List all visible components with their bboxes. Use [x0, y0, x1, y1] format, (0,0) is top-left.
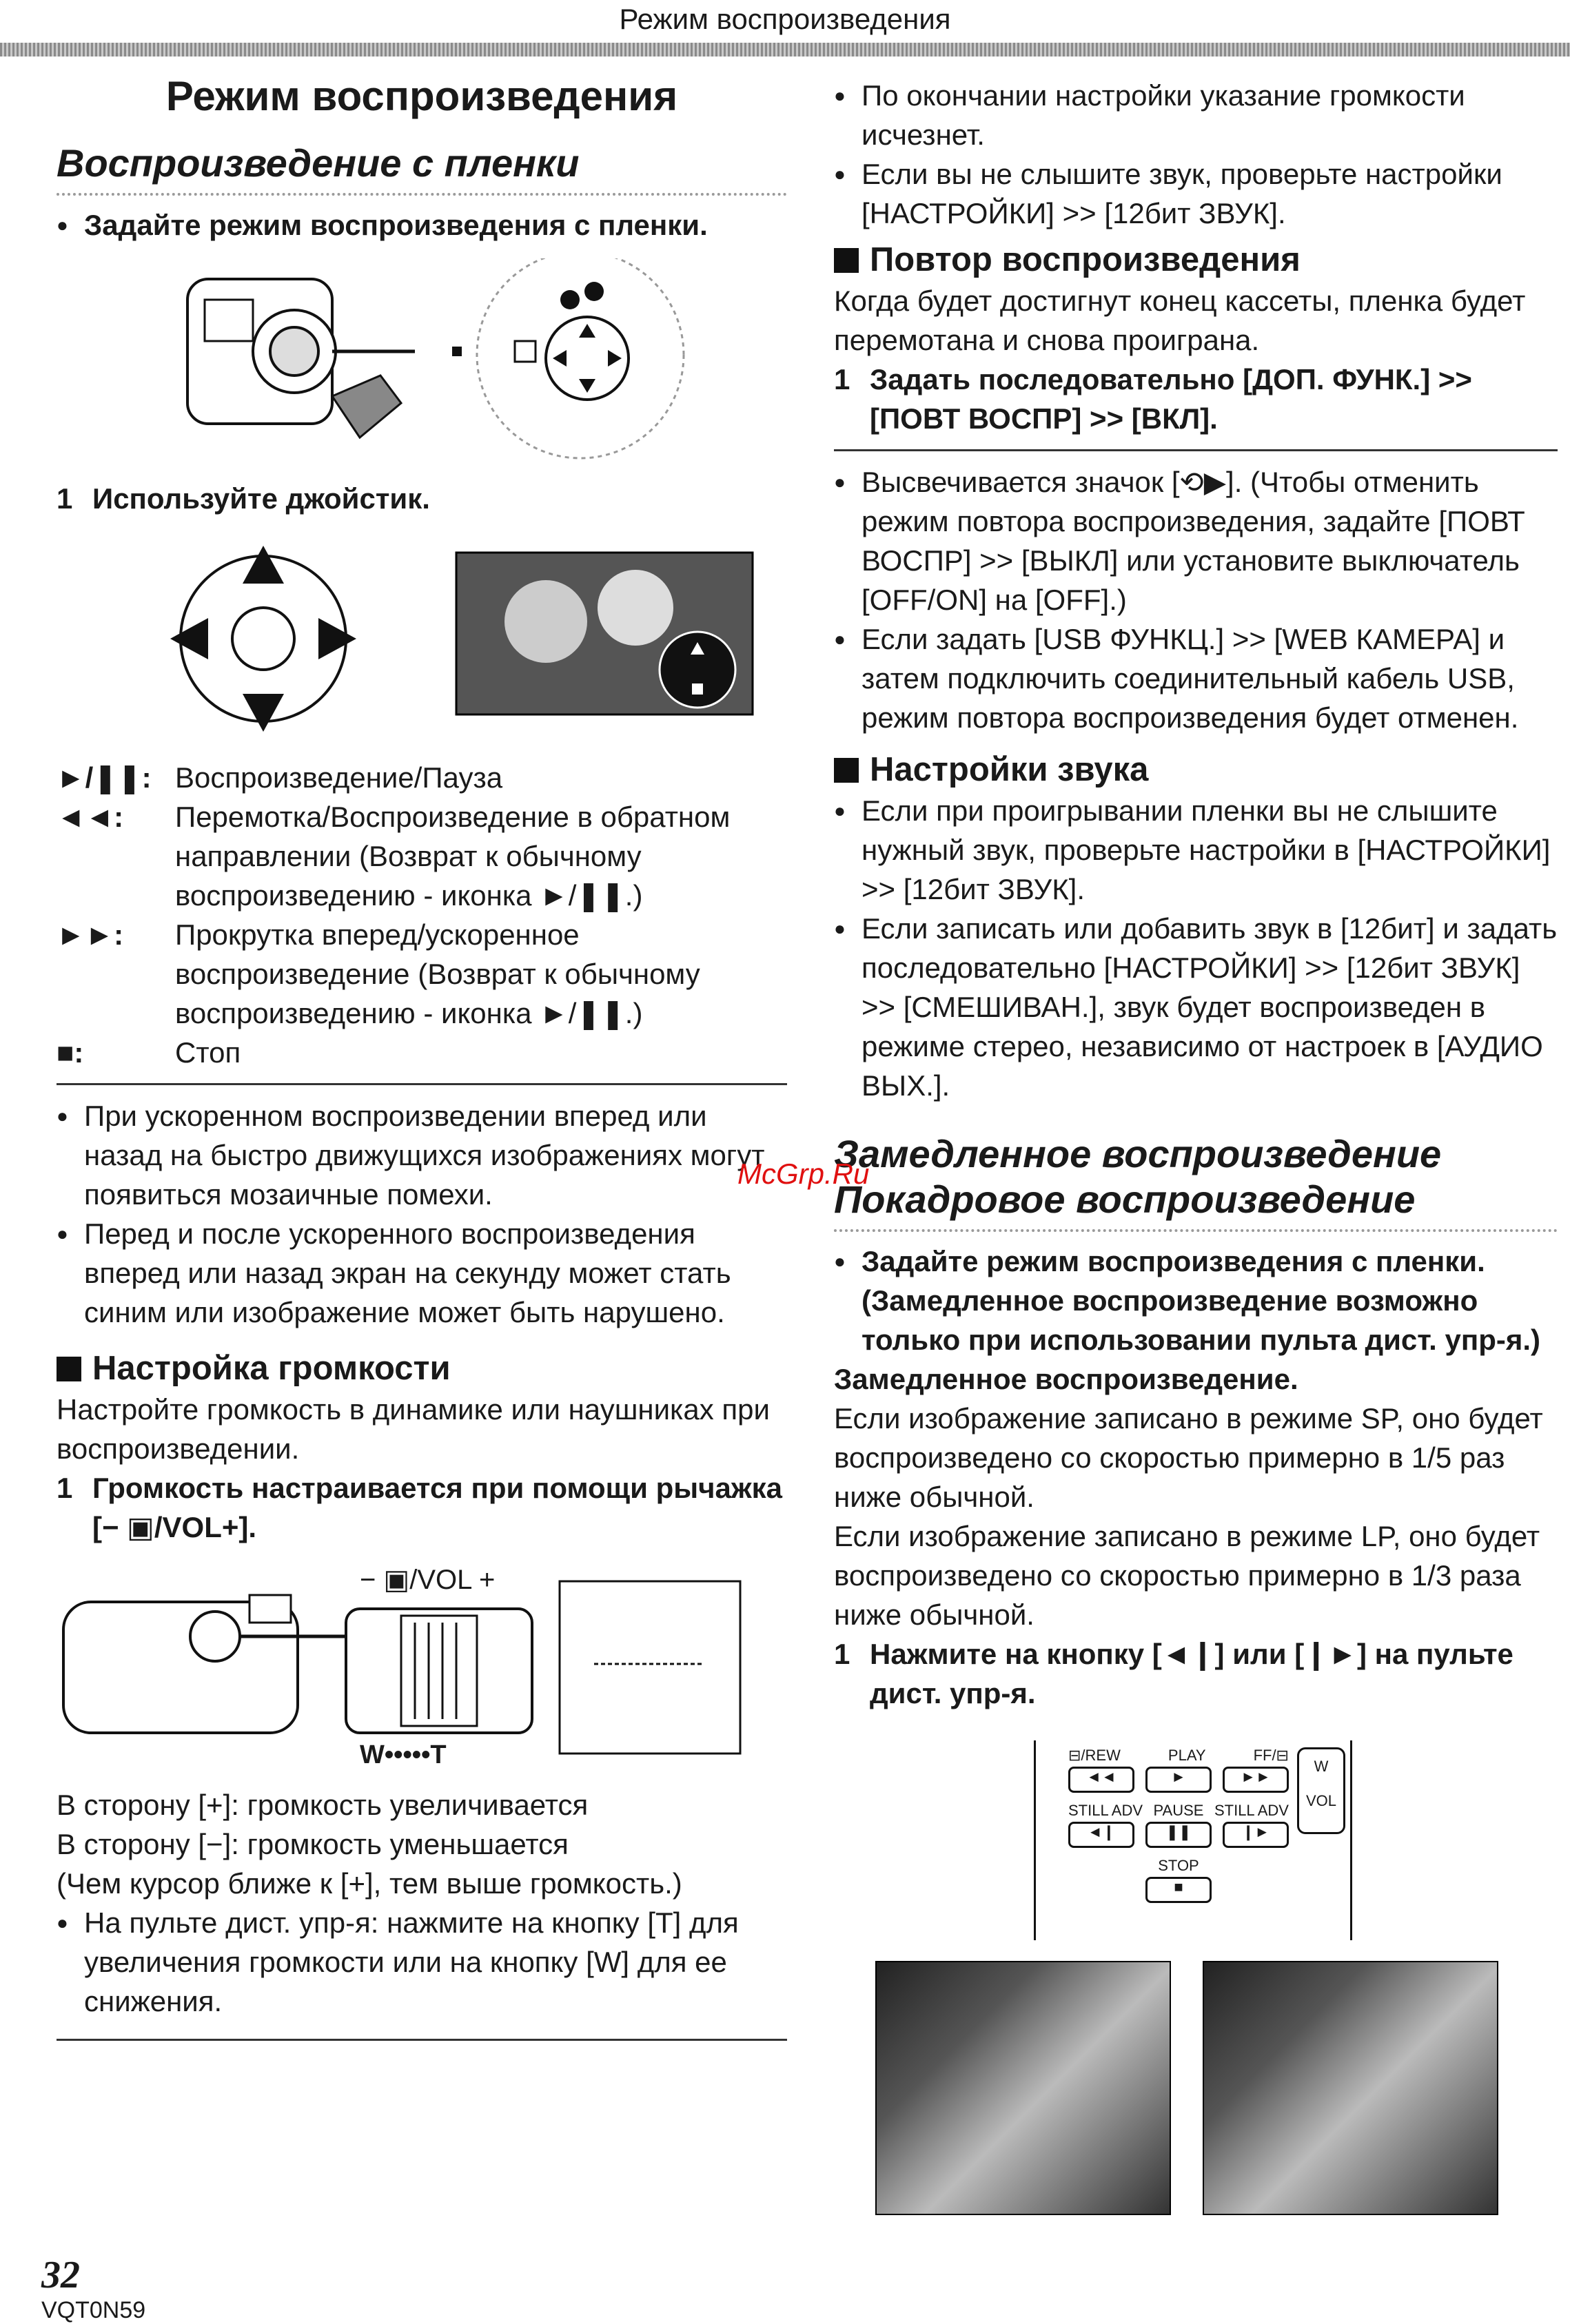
volume-minus-line: В сторону [−]: громкость уменьшается: [57, 1828, 569, 1860]
legend-text: Перемотка/Воспроизведение в обратном направлении (Возврат к обычному воспроизведению - иконка ►/❚❚.): [175, 801, 731, 912]
legend-text: Воспроизведение/Пауза: [175, 761, 503, 794]
still-adv-back-button[interactable]: ◄❙: [1068, 1822, 1134, 1848]
step-text: Громкость настраивается при помощи рычажка [− ▣/VOL+].: [92, 1472, 782, 1543]
note-mosaic: ● При ускоренном воспроизведении вперед или назад на быстро движущихся изображениях могут появиться мозаичные помехи.: [57, 1096, 787, 1214]
remote-figure: [834, 1740, 1558, 1947]
legend-symbol: ►/❚❚:: [57, 761, 152, 794]
volume-step: [57, 1468, 787, 1547]
repeat-icon-note: ● Высвечивается значок [⟲▶]. (Чтобы отменить режим повтора воспроизведения, задайте [ПОВТ ВОСПР] >> [ВЫКЛ] или установите выключатель [OFF/ON] на [OFF].): [834, 462, 1558, 619]
play-button[interactable]: ►: [1145, 1767, 1212, 1793]
slow-step: [834, 1634, 1558, 1713]
running-title: Режим воспроизведения: [619, 3, 951, 35]
square-marker-icon: [57, 1357, 81, 1381]
stop-button[interactable]: ■: [1145, 1877, 1212, 1903]
page-number: 32: [41, 2254, 80, 2296]
slow-subheading: Замедленное воспроизведение.: [834, 1363, 1298, 1395]
still-adv-right-label: STILL ADV: [1214, 1802, 1289, 1819]
square-marker-icon: [834, 248, 859, 273]
step-number: 1: [57, 1472, 73, 1504]
control-legend: [57, 758, 787, 1072]
watermark: McGrp.Ru: [737, 1158, 870, 1190]
lp-speed-note: Если изображение записано в режиме LP, оно будет воспроизведено со скоростью примерно в 1/3 раза ниже обычной.: [834, 1520, 1540, 1631]
still-adv-fwd-button[interactable]: ❙►: [1223, 1822, 1289, 1848]
volume-heading: Настройка громкости: [57, 1347, 787, 1390]
legend-text: Стоп: [175, 1036, 241, 1069]
ff-label: FF/⊟: [1253, 1747, 1289, 1764]
step-joystick: [57, 479, 787, 518]
repeat-heading: Повтор воспроизведения: [834, 238, 1558, 281]
divider: [834, 449, 1558, 451]
step-number: 1: [57, 482, 73, 515]
note-no-sound: ● Если вы не слышите звук, проверьте настройки [НАСТРОЙКИ] >> [12бит ЗВУК].: [834, 154, 1558, 233]
sound-heading: Настройки звука: [834, 748, 1558, 791]
sound-note-2: ● Если записать или добавить звук в [12бит] и задать последовательно [НАСТРОЙКИ] >> [12бит ЗВУК] >> [СМЕШИВАН.], звук будет воспроизведен в режиме стерео, независимо от настроек в [АУДИО ВЫХ.].: [834, 909, 1558, 1105]
lever-bottom-label: W•••••T: [360, 1740, 447, 1769]
zoom-vol-button[interactable]: [1297, 1747, 1345, 1834]
step-text: Нажмите на кнопку [◄❙] или [❙►] на пульте дист. упр-я.: [870, 1638, 1513, 1709]
pause-button[interactable]: ❚❚: [1145, 1822, 1212, 1848]
note-volume-disappears: ● По окончании настройки указание громкости исчезнет.: [834, 76, 1558, 154]
legend-symbol: ◄◄:: [57, 801, 124, 833]
repeat-intro: Когда будет достигнут конец кассеты, пленка будет перемотана и снова проиграна.: [834, 285, 1526, 356]
sp-speed-note: Если изображение записано в режиме SP, оно будет воспроизведено со скоростью примерно в 1/5 раз ниже обычной.: [834, 1402, 1543, 1513]
pause-label: PAUSE: [1153, 1802, 1204, 1819]
stop-label: STOP: [1158, 1857, 1199, 1874]
set-tape-mode-note: ● Задайте режим воспроизведения с пленки.: [57, 205, 787, 245]
vol-label: VOL: [1305, 1792, 1337, 1809]
volume-plus-line: В сторону [+]: громкость увеличивается: [57, 1789, 589, 1821]
camera-illustration: [57, 258, 787, 465]
repeat-step: [834, 360, 1558, 438]
usb-note: ● Если задать [USB ФУНКЦ.] >> [WEB КАМЕРА] и затем подключить соединительный кабель USB, режим повтора воспроизведения будет отменен.: [834, 619, 1558, 737]
note-blue-screen: ● Перед и после ускоренного воспроизведения вперед или назад экран на секунду может стать синим или изображение может быть нарушено.: [57, 1214, 787, 1332]
page-title: Режим воспроизведения: [165, 73, 678, 119]
joystick-figure: [57, 546, 787, 732]
left-column: [57, 69, 787, 2052]
page-footer: [41, 2253, 317, 2324]
legend-symbol: ►►:: [57, 918, 124, 951]
step-number: 1: [834, 1638, 850, 1670]
lever-label: − ▣/VOL +: [360, 1565, 496, 1595]
frame-photo-1: [875, 1961, 1171, 2215]
frame-photos: [834, 1961, 1558, 2223]
camera-mode-dial-figure: [57, 258, 787, 465]
remote-buttons: [1068, 1747, 1289, 1906]
rew-button[interactable]: ◄◄: [1068, 1767, 1134, 1793]
still-adv-left-label: STILL ADV: [1068, 1802, 1143, 1819]
play-label: PLAY: [1168, 1747, 1206, 1764]
page-header: [0, 0, 1570, 65]
volume-cursor-line: (Чем курсор ближе к [+], тем выше громкость.): [57, 1867, 682, 1900]
header-band: [0, 43, 1570, 56]
frame-by-frame-title: Покадровое воспроизведение: [834, 1178, 1416, 1221]
volume-lever-figure: [57, 1561, 787, 1767]
slow-motion-title: Замедленное воспроизведение: [834, 1132, 1442, 1175]
joystick-illustration: [57, 546, 787, 732]
section-title-tape-playback: Воспроизведение с пленки: [57, 141, 580, 185]
ff-button[interactable]: ►►: [1223, 1767, 1289, 1793]
sound-note-1: ● Если при проигрывании пленки вы не слышите нужный звук, проверьте настройки в [НАСТРОЙКИ] >> [12бит ЗВУК].: [834, 791, 1558, 909]
legend-text: Прокрутка вперед/ускоренное воспроизведение (Возврат к обычному воспроизведению - иконка ►/❚❚.): [175, 918, 700, 1029]
doc-code: VQT0N59: [41, 2297, 146, 2323]
legend-symbol: ■:: [57, 1036, 84, 1069]
remote-volume-note: ● На пульте дист. упр-я: нажмите на кнопку [T] для увеличения громкости или на кнопку [W] для ее снижения.: [57, 1903, 787, 2021]
rew-label: ⊟/REW: [1068, 1747, 1121, 1764]
right-column: [834, 76, 1558, 2223]
w-label: W: [1314, 1758, 1329, 1775]
volume-intro: Настройте громкость в динамике или наушниках при воспроизведении.: [57, 1393, 770, 1465]
frame-photo-2: [1203, 1961, 1498, 2215]
divider: [57, 2039, 787, 2041]
square-marker-icon: [834, 758, 859, 783]
step-text: Используйте джойстик.: [92, 482, 430, 515]
step-number: 1: [834, 363, 850, 395]
dotted-divider: [57, 186, 787, 196]
slow-mode-note: ● Задайте режим воспроизведения с пленки. (Замедленное воспроизведение возможно только при использовании пульта дист. упр-я.): [834, 1242, 1558, 1359]
divider: [57, 1083, 787, 1085]
step-text: Задать последовательно [ДОП. ФУНК.] >> [ПОВТ ВОСПР] >> [ВКЛ].: [870, 363, 1472, 435]
dotted-divider: [834, 1222, 1558, 1232]
